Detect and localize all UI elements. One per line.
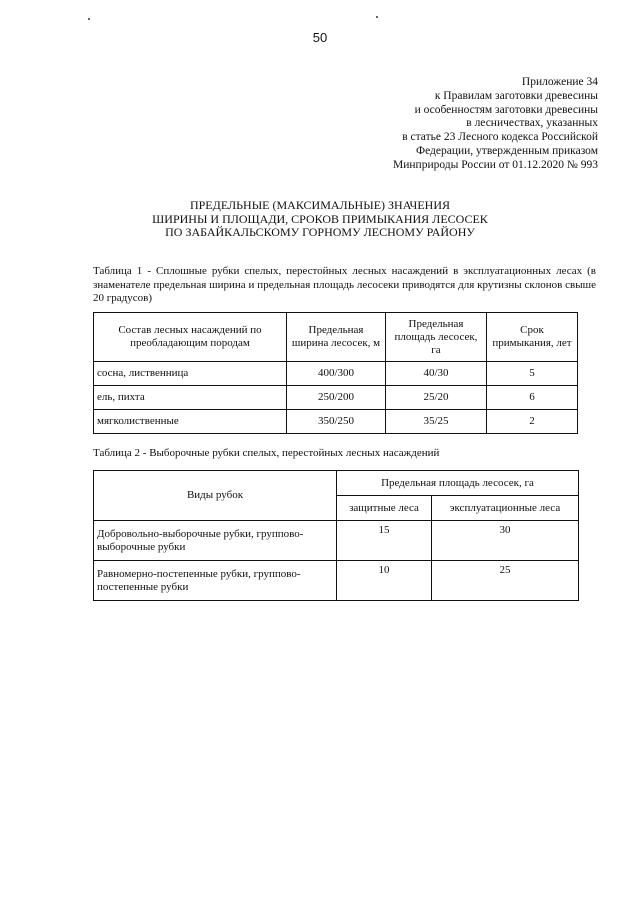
table2-header-area: Предельная площадь лесосек, га [337,471,579,496]
table2-cell-type: Равномерно-постепенные рубки, группово-постепенные рубки [94,561,337,601]
appendix-line: к Правилам заготовки древесины [434,89,598,102]
table2-cell-protective: 10 [337,561,432,601]
table1-cell-adjacency: 5 [487,362,578,386]
table1-cell-width: 350/250 [287,410,386,434]
table-row [94,521,579,561]
table1-cell-species: ель, пихта [94,386,287,410]
table1-cell-width: 250/200 [287,386,386,410]
appendix-line: Приложение 34 [521,76,598,88]
table1-cell-adjacency: 6 [487,386,578,410]
scan-speck [88,18,90,20]
table2-header-type: Виды рубок [94,471,337,521]
table2-cell-type: Добровольно-выборочные рубки, группово-выборочные рубки [94,521,337,561]
appendix-line: в лесничествах, указанных [466,117,598,130]
title-line: ПО ЗАБАЙКАЛЬСКОМУ ГОРНОМУ ЛЕСНОМУ РАЙОНУ [165,225,475,239]
appendix-reference [393,76,598,173]
title-line: ПРЕДЕЛЬНЫЕ (МАКСИМАЛЬНЫЕ) ЗНАЧЕНИЯ [189,198,451,212]
table-row [94,362,578,386]
table2-cell-exploitation: 25 [432,561,579,601]
table-row [94,561,579,601]
table1-cell-area: 35/25 [386,410,487,434]
table2-cell-exploitation: 30 [432,521,579,561]
table1-cell-species: мягколиственные [94,410,287,434]
table2-subheader-protective: защитные леса [337,496,432,521]
table1-header-row [94,313,578,362]
table1-header-area: Предельная площадь лесосек, га [386,313,487,362]
table1-header-adjacency: Срок примыкания, лет [487,313,578,362]
table1-caption: Таблица 1 - Сплошные рубки спелых, перестойных лесных насаждений в эксплуатационных лесах (в знаменателе предельная ширина и предельная площадь лесосеки приводятся для крутизны склонов свыше 20 градусов) [93,265,596,304]
table2-caption: Таблица 2 - Выборочные рубки спелых, перестойных лесных насаждений [93,447,440,459]
document-title [0,199,640,240]
table2-header-row [94,471,579,496]
table1-header-width: Предельная ширина лесосек, м [287,313,386,362]
table1-cell-area: 25/20 [386,386,487,410]
appendix-line: в статье 23 Лесного кодекса Российской [402,131,598,144]
title-line: ШИРИНЫ И ПЛОЩАДИ, СРОКОВ ПРИМЫКАНИЯ ЛЕСОСЕК [152,211,488,226]
table2 [93,470,579,601]
table1-cell-species: сосна, лиственница [94,362,287,386]
table-row [94,410,578,434]
table1-cell-width: 400/300 [287,362,386,386]
page-number: 50 [312,30,328,45]
table-row [94,386,578,410]
table1-cell-area: 40/30 [386,362,487,386]
scan-speck [376,16,378,18]
table1-cell-adjacency: 2 [487,410,578,434]
table1 [93,312,578,434]
appendix-line: и особенностям заготовки древесины [414,103,598,116]
table1-header-species: Состав лесных насаждений по преобладающим породам [94,313,287,362]
table2-cell-protective: 15 [337,521,432,561]
appendix-line: Минприроды России от 01.12.2020 № 993 [393,158,598,171]
appendix-line: Федерации, утвержденным приказом [415,144,598,157]
table2-subheader-exploitation: эксплуатационные леса [432,496,579,521]
